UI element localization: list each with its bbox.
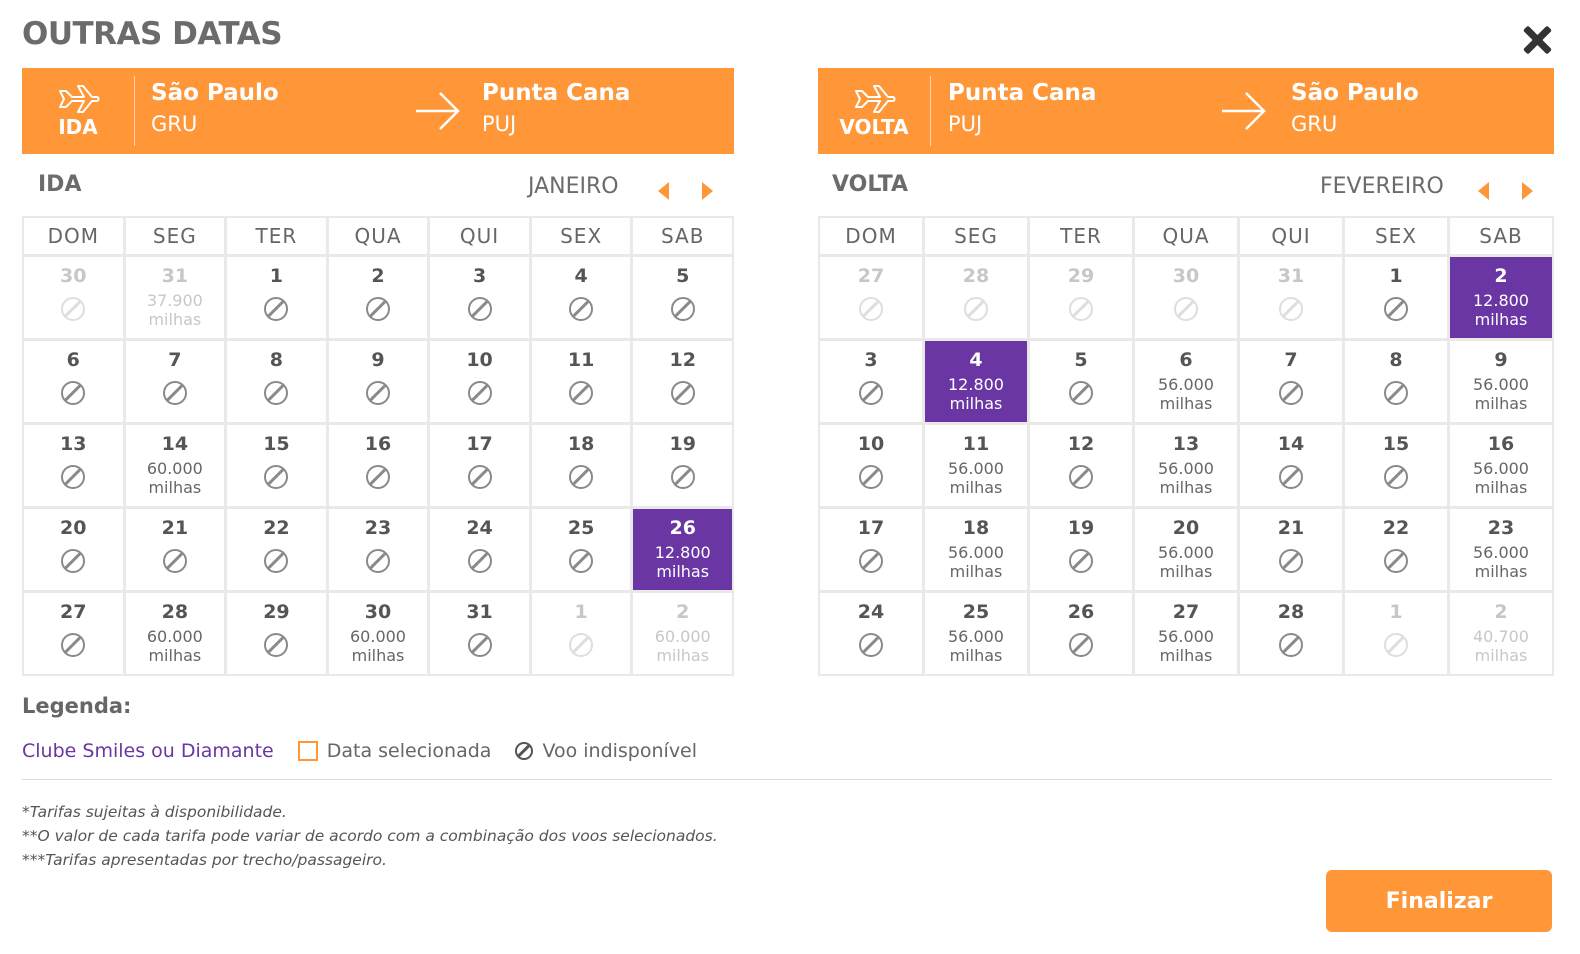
weekday-header: DOM	[24, 218, 123, 254]
next-month-icon[interactable]	[1522, 182, 1533, 200]
unavailable-icon	[1384, 381, 1408, 405]
unavailable-icon	[1069, 465, 1093, 489]
calendar-day[interactable]	[1135, 425, 1237, 506]
ida-destination-city: Punta Cana	[482, 80, 631, 106]
unavailable-icon	[264, 549, 288, 573]
price-unit: milhas	[1474, 310, 1528, 329]
day-number: 12	[669, 349, 696, 371]
day-number: 18	[567, 433, 595, 455]
calendar-day[interactable]	[1345, 257, 1447, 338]
day-number: 21	[161, 517, 189, 539]
calendar-day[interactable]	[1240, 593, 1342, 674]
weekday-header: QUA	[329, 218, 428, 254]
calendar-day	[1345, 593, 1447, 674]
day-number: 1	[269, 265, 284, 287]
day-number: 25	[567, 517, 595, 539]
unavailable-icon	[1279, 465, 1303, 489]
calendar-day	[1135, 257, 1237, 338]
unavailable-icon	[61, 297, 85, 321]
calendar-day[interactable]	[430, 425, 529, 506]
unavailable-icon	[1069, 549, 1093, 573]
day-number: 15	[1382, 433, 1410, 455]
plane-icon	[852, 83, 896, 113]
unavailable-icon	[366, 549, 390, 573]
weekday-header: TER	[227, 218, 326, 254]
calendar-day[interactable]	[1030, 509, 1132, 590]
divider	[930, 76, 931, 146]
footnote: *Tarifas sujeitas à disponibilidade.	[22, 803, 287, 821]
unavailable-icon	[61, 633, 85, 657]
day-number: 4	[969, 349, 983, 371]
calendar-day[interactable]	[126, 509, 225, 590]
weekday-header: SEX	[532, 218, 631, 254]
day-number: 1	[1389, 601, 1403, 623]
unavailable-icon	[264, 465, 288, 489]
calendar-day[interactable]	[1450, 425, 1552, 506]
weekday-header: QUA	[1135, 218, 1237, 254]
unavailable-icon	[569, 381, 593, 405]
day-number: 28	[161, 601, 189, 623]
calendar-day[interactable]	[1450, 341, 1552, 422]
day-number: 31	[161, 265, 189, 287]
legend-selected: Data selecionada	[326, 740, 492, 762]
price-unit: milhas	[949, 394, 1003, 413]
calendar-day[interactable]	[1135, 509, 1237, 590]
unavailable-icon	[1384, 549, 1408, 573]
unavailable-icon	[468, 465, 492, 489]
arrow-right-icon	[414, 90, 462, 132]
weekday-header: SAB	[1450, 218, 1552, 254]
calendar-day[interactable]	[126, 341, 225, 422]
calendar-day[interactable]	[430, 509, 529, 590]
calendar-day[interactable]	[329, 425, 428, 506]
ida-route-banner	[22, 68, 734, 154]
unavailable-icon	[264, 297, 288, 321]
day-number: 10	[857, 433, 885, 455]
calendar-day[interactable]	[532, 509, 631, 590]
price-unit: milhas	[949, 478, 1003, 497]
calendar-day[interactable]	[24, 425, 123, 506]
unavailable-icon	[61, 549, 85, 573]
day-number: 30	[364, 601, 392, 623]
day-number: 13	[1172, 433, 1200, 455]
calendar-day[interactable]	[227, 341, 326, 422]
calendar-day[interactable]	[24, 593, 123, 674]
weekday-header: SAB	[633, 218, 732, 254]
calendar-day[interactable]	[1030, 593, 1132, 674]
day-number: 20	[60, 517, 87, 539]
day-number: 2	[371, 265, 385, 287]
day-price: 12.800	[948, 375, 1004, 394]
ida-destination-code: PUJ	[482, 112, 517, 136]
day-number: 26	[1067, 601, 1095, 623]
finish-button[interactable]: Finalizar	[1326, 870, 1552, 932]
day-number: 6	[66, 349, 80, 371]
unavailable-icon	[515, 742, 533, 760]
calendar-day[interactable]	[24, 341, 123, 422]
weekday-header: DOM	[820, 218, 922, 254]
calendar-day[interactable]	[633, 341, 732, 422]
day-price: 56.000	[1158, 375, 1214, 394]
unavailable-icon	[569, 297, 593, 321]
day-number: 8	[1389, 349, 1403, 371]
day-number: 24	[857, 601, 885, 623]
weekday-header: SEG	[925, 218, 1027, 254]
calendar-day[interactable]	[126, 593, 225, 674]
calendar-day[interactable]	[1030, 341, 1132, 422]
day-number: 22	[263, 517, 290, 539]
unavailable-icon	[671, 381, 695, 405]
volta-destination-code: GRU	[1291, 112, 1338, 136]
unavailable-icon	[366, 465, 390, 489]
calendar-day	[1450, 593, 1552, 674]
day-number: 2	[1494, 265, 1508, 287]
unavailable-icon	[859, 633, 883, 657]
unavailable-icon	[366, 381, 390, 405]
volta-destination-city: São Paulo	[1291, 80, 1419, 106]
day-price: 56.000	[948, 459, 1004, 478]
calendar-day[interactable]	[1345, 425, 1447, 506]
calendar-day[interactable]	[820, 425, 922, 506]
price-unit: milhas	[148, 478, 202, 497]
calendar-day[interactable]	[820, 593, 922, 674]
unavailable-icon	[1279, 381, 1303, 405]
calendar-day	[126, 257, 225, 338]
day-number: 3	[472, 265, 487, 287]
calendar-day[interactable]	[227, 593, 326, 674]
calendar-day[interactable]	[329, 593, 428, 674]
unavailable-icon	[1069, 297, 1093, 321]
day-number: 18	[962, 517, 990, 539]
day-number: 29	[1067, 265, 1095, 287]
price-unit: milhas	[1159, 478, 1213, 497]
unavailable-icon	[859, 465, 883, 489]
weekday-header: TER	[1030, 218, 1132, 254]
day-number: 1	[1389, 265, 1403, 287]
day-number: 4	[574, 265, 588, 287]
price-unit: milhas	[656, 646, 710, 665]
day-price: 37.900	[146, 291, 203, 310]
calendar-day[interactable]	[430, 341, 529, 422]
unavailable-icon	[1174, 297, 1198, 321]
calendar-day[interactable]	[126, 425, 225, 506]
day-number: 16	[364, 433, 392, 455]
unavailable-icon	[366, 297, 390, 321]
calendar-day[interactable]	[1135, 593, 1237, 674]
prev-month-icon[interactable]	[1478, 182, 1489, 200]
price-unit: milhas	[148, 646, 202, 665]
day-price: 60.000	[654, 627, 711, 646]
unavailable-icon	[468, 633, 492, 657]
unavailable-icon	[1384, 633, 1408, 657]
calendar-day[interactable]	[1240, 425, 1342, 506]
calendar-day	[532, 593, 631, 674]
price-unit: milhas	[656, 562, 710, 581]
legend-title: Legenda:	[22, 694, 132, 718]
day-number: 21	[1277, 517, 1305, 539]
weekday-header: QUI	[430, 218, 529, 254]
unavailable-icon	[859, 381, 883, 405]
price-unit: milhas	[1474, 562, 1528, 581]
calendar-day	[24, 257, 123, 338]
volta-origin-city: Punta Cana	[948, 80, 1097, 106]
day-price: 56.000	[1158, 459, 1214, 478]
ida-calendar-label: IDA	[38, 172, 82, 197]
unavailable-icon	[569, 633, 593, 657]
weekday-header: QUI	[1240, 218, 1342, 254]
day-price: 12.800	[1473, 291, 1529, 310]
calendar-day[interactable]	[532, 341, 631, 422]
weekday-header: SEX	[1345, 218, 1447, 254]
unavailable-icon	[163, 549, 187, 573]
calendar-day[interactable]	[227, 425, 326, 506]
calendar-day[interactable]	[227, 257, 326, 338]
calendar-day[interactable]	[329, 257, 428, 338]
ida-origin	[151, 80, 279, 136]
day-number: 12	[1067, 433, 1095, 455]
price-unit: milhas	[351, 646, 405, 665]
price-unit: milhas	[1159, 562, 1213, 581]
modal-title: OUTRAS DATAS	[22, 16, 283, 52]
ida-origin-code: GRU	[151, 112, 198, 136]
footnotes	[22, 800, 718, 872]
ida-month: JANEIRO	[528, 174, 619, 199]
legend	[22, 740, 697, 762]
day-number: 28	[1277, 601, 1305, 623]
day-price: 60.000	[146, 459, 203, 478]
calendar-day[interactable]	[430, 593, 529, 674]
unavailable-icon	[61, 465, 85, 489]
ida-calendar-grid	[22, 216, 734, 676]
footnote: ***Tarifas apresentadas por trecho/passageiro.	[22, 851, 387, 869]
day-number: 27	[60, 601, 87, 623]
day-number: 31	[466, 601, 493, 623]
price-unit: milhas	[1474, 646, 1528, 665]
calendar-day[interactable]	[1450, 257, 1552, 338]
day-number: 17	[857, 517, 885, 539]
day-number: 20	[1172, 517, 1200, 539]
calendar-day[interactable]	[532, 425, 631, 506]
calendar-day[interactable]	[430, 257, 529, 338]
price-unit: milhas	[1159, 394, 1213, 413]
unavailable-icon	[859, 549, 883, 573]
day-price: 56.000	[1158, 543, 1214, 562]
unavailable-icon	[468, 549, 492, 573]
calendar-day[interactable]	[329, 509, 428, 590]
day-number: 22	[1382, 517, 1410, 539]
unavailable-icon	[1069, 381, 1093, 405]
unavailable-icon	[264, 381, 288, 405]
day-number: 9	[1494, 349, 1508, 371]
day-number: 6	[1179, 349, 1193, 371]
calendar-day[interactable]	[633, 257, 732, 338]
day-number: 26	[669, 517, 696, 539]
calendar-day[interactable]	[532, 257, 631, 338]
calendar-day[interactable]	[925, 341, 1027, 422]
calendar-day[interactable]	[227, 509, 326, 590]
legend-unavailable: Voo indisponível	[542, 740, 698, 762]
day-number: 15	[263, 433, 290, 455]
day-number: 28	[962, 265, 990, 287]
next-month-icon[interactable]	[702, 182, 713, 200]
price-unit: milhas	[148, 310, 202, 329]
unavailable-icon	[1069, 633, 1093, 657]
unavailable-icon	[671, 465, 695, 489]
volta-calendar-header	[818, 154, 1554, 216]
day-price: 60.000	[350, 627, 406, 646]
volta-origin	[948, 80, 1096, 136]
unavailable-icon	[1279, 549, 1303, 573]
volta-month: FEVEREIRO	[1320, 174, 1444, 199]
day-number: 5	[676, 265, 690, 287]
calendar-day[interactable]	[1240, 341, 1342, 422]
divider	[134, 76, 135, 146]
unavailable-icon	[859, 297, 883, 321]
calendar-day[interactable]	[1135, 341, 1237, 422]
day-price: 56.000	[1473, 459, 1529, 478]
calendar-day	[1240, 257, 1342, 338]
unavailable-icon	[61, 381, 85, 405]
calendar-day	[633, 593, 732, 674]
volta-origin-code: PUJ	[948, 112, 983, 136]
ida-leg-label: IDA	[58, 115, 98, 139]
volta-panel	[818, 68, 1554, 676]
calendar-day[interactable]	[925, 593, 1027, 674]
price-unit: milhas	[949, 646, 1003, 665]
calendar-day	[1030, 257, 1132, 338]
selected-square-icon	[298, 741, 318, 761]
unavailable-icon	[569, 465, 593, 489]
day-number: 24	[466, 517, 493, 539]
day-number: 1	[574, 601, 588, 623]
plane-icon	[56, 83, 100, 113]
prev-month-icon[interactable]	[658, 182, 669, 200]
day-number: 30	[1172, 265, 1200, 287]
legend-club: Clube Smiles ou Diamante	[22, 740, 274, 762]
day-price: 60.000	[146, 627, 203, 646]
day-number: 23	[1487, 517, 1515, 539]
unavailable-icon	[1279, 297, 1303, 321]
calendar-day[interactable]	[24, 509, 123, 590]
day-number: 10	[466, 349, 493, 371]
day-number: 14	[1277, 433, 1305, 455]
day-price: 56.000	[948, 627, 1004, 646]
day-number: 31	[1277, 265, 1305, 287]
day-number: 14	[161, 433, 189, 455]
day-number: 27	[857, 265, 885, 287]
volta-leg-label: VOLTA	[839, 115, 909, 139]
calendar-day[interactable]	[925, 425, 1027, 506]
day-price: 12.800	[654, 543, 711, 562]
calendar-day[interactable]	[1450, 509, 1552, 590]
price-unit: milhas	[949, 562, 1003, 581]
volta-calendar-grid	[818, 216, 1554, 676]
volta-destination	[1291, 80, 1419, 136]
price-unit: milhas	[1159, 646, 1213, 665]
ida-calendar-header	[22, 154, 734, 216]
day-number: 2	[1494, 601, 1508, 623]
calendar-day[interactable]	[1345, 509, 1447, 590]
calendar-day	[820, 257, 922, 338]
day-number: 3	[864, 349, 878, 371]
calendar-day[interactable]	[820, 341, 922, 422]
day-number: 27	[1172, 601, 1200, 623]
ida-destination	[482, 80, 630, 136]
calendar-day[interactable]	[1030, 425, 1132, 506]
arrow-right-icon	[1220, 90, 1268, 132]
ida-origin-city: São Paulo	[151, 80, 279, 106]
calendar-day[interactable]	[820, 509, 922, 590]
calendar-day[interactable]	[329, 341, 428, 422]
calendar-day[interactable]	[633, 509, 732, 590]
day-number: 9	[371, 349, 385, 371]
day-number: 11	[567, 349, 595, 371]
day-price: 40.700	[1473, 627, 1529, 646]
day-number: 30	[60, 265, 87, 287]
unavailable-icon	[1384, 465, 1408, 489]
unavailable-icon	[163, 381, 187, 405]
unavailable-icon	[964, 297, 988, 321]
day-number: 16	[1487, 433, 1515, 455]
day-number: 13	[60, 433, 87, 455]
price-unit: milhas	[1474, 478, 1528, 497]
unavailable-icon	[264, 633, 288, 657]
ida-panel	[22, 68, 734, 676]
day-number: 11	[962, 433, 990, 455]
day-number: 7	[168, 349, 182, 371]
unavailable-icon	[468, 297, 492, 321]
day-number: 7	[1284, 349, 1298, 371]
day-number: 17	[466, 433, 493, 455]
calendar-day	[925, 257, 1027, 338]
day-number: 8	[269, 349, 284, 371]
day-number: 19	[1067, 517, 1095, 539]
unavailable-icon	[1384, 297, 1408, 321]
calendar-day[interactable]	[1345, 341, 1447, 422]
divider	[22, 779, 1552, 780]
price-unit: milhas	[1474, 394, 1528, 413]
weekday-header: SEG	[126, 218, 225, 254]
day-price: 56.000	[1158, 627, 1214, 646]
day-number: 19	[669, 433, 696, 455]
calendar-day[interactable]	[925, 509, 1027, 590]
day-number: 23	[364, 517, 392, 539]
day-number: 25	[962, 601, 990, 623]
day-price: 56.000	[1473, 543, 1529, 562]
unavailable-icon	[569, 549, 593, 573]
unavailable-icon	[1279, 633, 1303, 657]
day-number: 5	[1074, 349, 1088, 371]
day-number: 2	[676, 601, 690, 623]
footnote: **O valor de cada tarifa pode variar de acordo com a combinação dos voos selecionados.	[22, 827, 718, 845]
close-icon[interactable]	[1522, 25, 1552, 55]
calendar-day[interactable]	[1240, 509, 1342, 590]
calendar-day[interactable]	[633, 425, 732, 506]
day-price: 56.000	[1473, 375, 1529, 394]
unavailable-icon	[671, 297, 695, 321]
day-number: 29	[263, 601, 290, 623]
unavailable-icon	[468, 381, 492, 405]
volta-calendar-label: VOLTA	[832, 172, 909, 197]
day-price: 56.000	[948, 543, 1004, 562]
volta-route-banner	[818, 68, 1554, 154]
